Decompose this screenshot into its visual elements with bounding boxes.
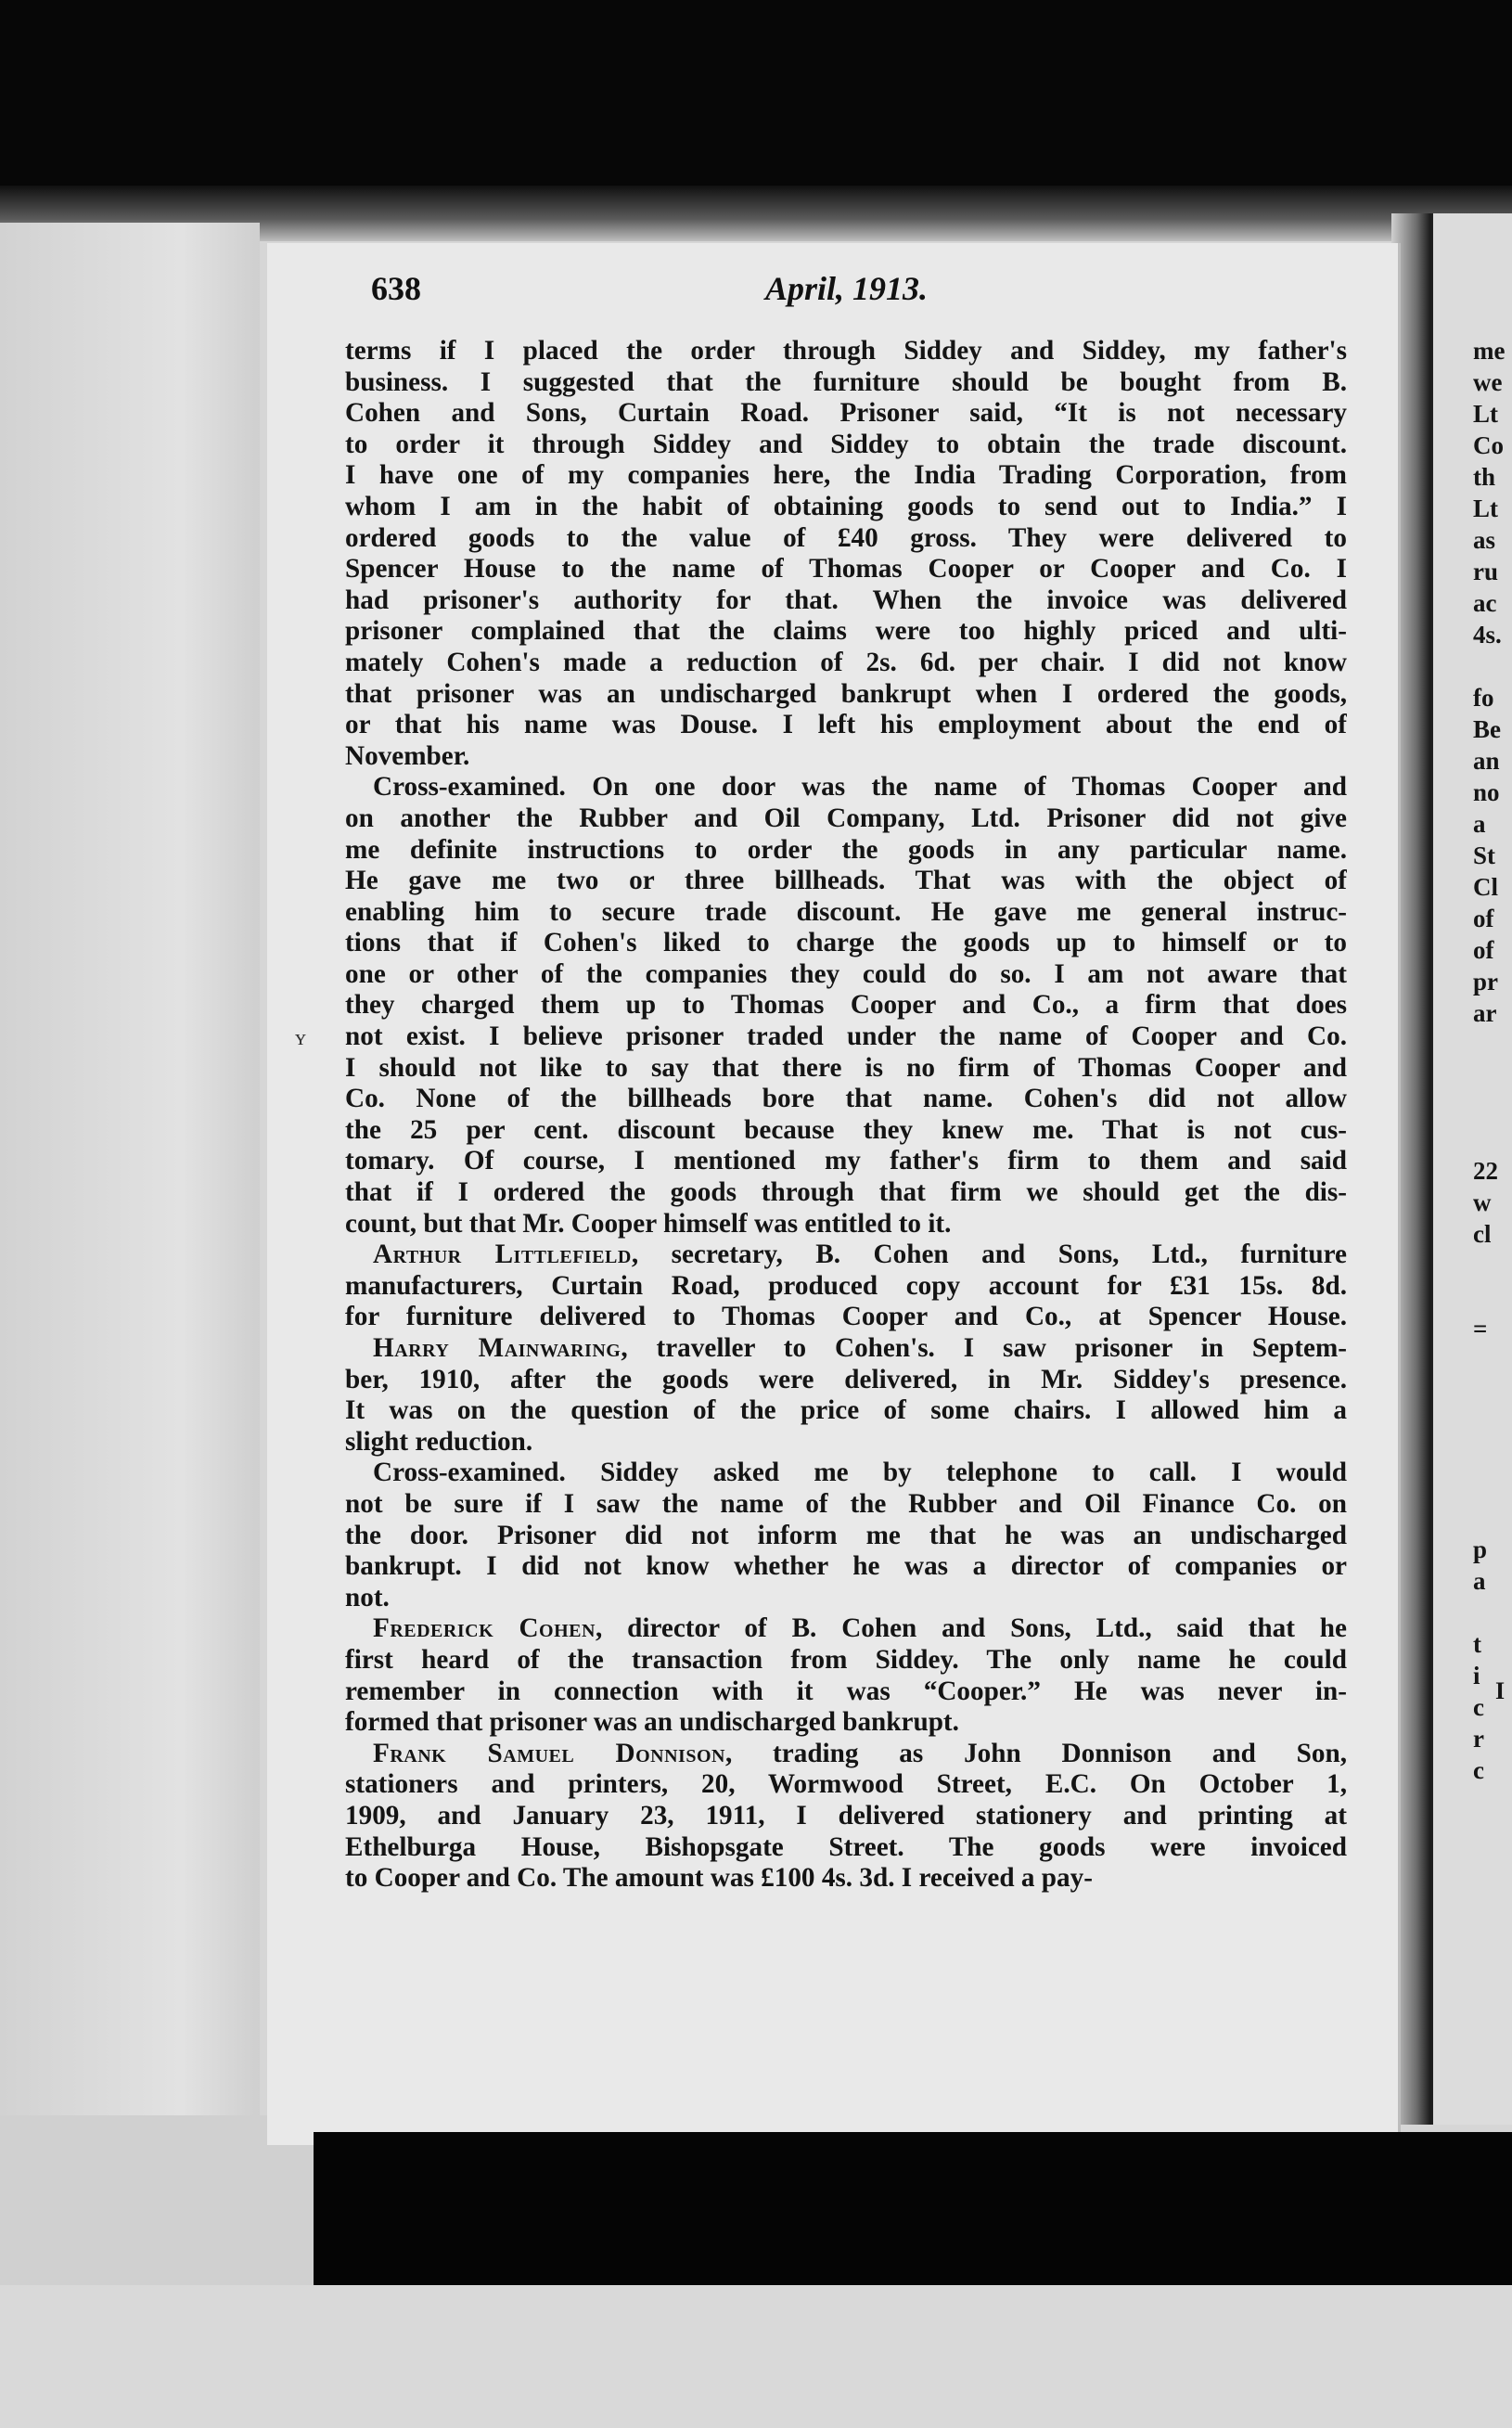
text-line: first heard of the transaction from Siddey. The only name he could (345, 1644, 1347, 1675)
text-line: Harry Mainwaring, traveller to Cohen's. I saw prisoner in Septem- (373, 1333, 1347, 1363)
text-line: to Cooper and Co. The amount was £100 4s. 3d. I received a pay- (345, 1863, 1093, 1894)
text-line: mately Cohen's made a reduction of 2s. 6d. per chair. I did not know (345, 647, 1347, 677)
facing-page-fragment: Lt (1473, 495, 1498, 522)
witness-name: Frederick Cohen (373, 1613, 596, 1644)
text-line: Frank Samuel Donnison, trading as John Donnison and Son, (373, 1738, 1347, 1768)
page-date-text: April, 1913. (765, 270, 929, 307)
facing-page-fragment: Co (1473, 431, 1504, 459)
facing-page-fragment: of (1473, 936, 1494, 964)
text-line: slight reduction. (345, 1426, 533, 1457)
text-line: me definite instructions to order the goods in any particular name. (345, 834, 1347, 865)
facing-page-fragment: = (1473, 1315, 1488, 1342)
text-line: Cross-examined. Siddey asked me by telephone to call. I would (373, 1458, 1347, 1488)
text-line: It was on the question of the price of some chairs. I allowed him a (345, 1395, 1347, 1426)
text-line: Spencer House to the name of Thomas Cooper or Cooper and Co. I (345, 554, 1347, 585)
text-line: count, but that Mr. Cooper himself was entitled to it. (345, 1208, 952, 1239)
text-line: had prisoner's authority for that. When the invoice was delivered (345, 585, 1347, 615)
text-line: or that his name was Douse. I left his employment about the end of (345, 710, 1347, 740)
text-line: to order it through Siddey and Siddey to obtain the trade discount. (345, 429, 1347, 459)
text-line: Cross-examined. On one door was the name of Thomas Cooper and (373, 772, 1347, 803)
witness-name: Frank Samuel Donnison (373, 1738, 725, 1768)
text-line: on another the Rubber and Oil Company, Ltd. Prisoner did not give (345, 803, 1347, 833)
facing-page-fragment: r (1473, 1725, 1484, 1753)
text-line: Arthur Littlefield, secretary, B. Cohen and Sons, Ltd., furniture (373, 1240, 1347, 1270)
text-line: bankrupt. I did not know whether he was a director of companies or (345, 1551, 1347, 1582)
text-line: Cohen and Sons, Curtain Road. Prisoner said, “It is not necessary (345, 398, 1347, 429)
facing-page-fragment: 22 (1473, 1157, 1498, 1185)
text-line: tomary. Of course, I mentioned my father's firm to them and said (345, 1146, 1347, 1176)
text-line: that prisoner was an undischarged bankrupt when I ordered the goods, (345, 678, 1347, 709)
facing-page-fragment: of (1473, 905, 1494, 932)
facing-page-fragment: Cl (1473, 873, 1498, 901)
text-line: not. (345, 1582, 390, 1612)
facing-page-fragment: a (1473, 810, 1486, 838)
facing-page-fragment: a (1473, 1567, 1486, 1595)
witness-name: Harry Mainwaring (373, 1333, 621, 1363)
text-line: I have one of my companies here, the India Trading Corporation, from (345, 460, 1347, 491)
facing-page-fragment: ru (1473, 558, 1498, 585)
text-line: manufacturers, Curtain Road, produced copy account for £31 15s. 8d. (345, 1270, 1347, 1301)
text-line: that if I ordered the goods through that firm we should get the dis- (345, 1177, 1347, 1208)
page-number: 638 (371, 270, 421, 307)
facing-page-fragment: Be (1473, 715, 1501, 743)
facing-page-fragment: th (1473, 463, 1496, 491)
text-line: whom I am in the habit of obtaining goods to send out to India.” I (345, 491, 1347, 521)
scan-left-margin (0, 223, 260, 2115)
facing-page-fragment: t (1473, 1630, 1481, 1658)
text-line: He gave me two or three billheads. That was with the object of (345, 866, 1347, 896)
text-line: Frederick Cohen, director of B. Cohen and Sons, Ltd., said that he (373, 1613, 1347, 1644)
facing-page-fragment: 4s. (1473, 621, 1502, 649)
facing-page-fragment: p (1473, 1535, 1488, 1563)
text-line: not be sure if I saw the name of the Rubber and Oil Finance Co. on (345, 1488, 1347, 1519)
text-line: ordered goods to the value of £40 gross. They were delivered to (345, 522, 1347, 553)
text-line: I should not like to say that there is no firm of Thomas Cooper and (345, 1052, 1347, 1083)
facing-page-fragment: c (1473, 1693, 1484, 1721)
text-line: formed that prisoner was an undischarged bankrupt. (345, 1707, 959, 1738)
text-line: enabling him to secure trade discount. He gave me general instruc- (345, 896, 1347, 927)
facing-page-fragment: i (1473, 1662, 1480, 1689)
facing-page-fragment: c (1473, 1756, 1484, 1784)
facing-page-fragment: I (1495, 1677, 1506, 1704)
text-line: Ethelburga House, Bishopsgate Street. The goods were invoiced (345, 1831, 1347, 1862)
text-line: Co. None of the billheads bore that name. Cohen's did not allow (345, 1084, 1347, 1114)
text-line: not exist. I believe prisoner traded under the name of Cooper and Co. (345, 1021, 1347, 1052)
text-line: terms if I placed the order through Siddey and Siddey, my father's (345, 336, 1347, 366)
text-line: they charged them up to Thomas Cooper and Co., a firm that does (345, 990, 1347, 1021)
text-line: ber, 1910, after the goods were delivered, in Mr. Siddey's presence. (345, 1364, 1347, 1394)
margin-pencil-mark: ʏ (295, 1026, 306, 1050)
text-line: 1909, and January 23, 1911, I delivered stationery and printing at (345, 1800, 1347, 1831)
text-line: stationers and printers, 20, Wormwood Street, E.C. On October 1, (345, 1769, 1347, 1800)
text-line: one or other of the companies they could do so. I am not aware that (345, 958, 1347, 989)
facing-page-fragment: ar (1473, 999, 1497, 1027)
facing-page-fragment: we (1473, 368, 1503, 396)
witness-name: Arthur Littlefield (373, 1240, 632, 1270)
facing-page-fragment: no (1473, 778, 1500, 806)
scan-bottom-strip (0, 2285, 1512, 2428)
facing-page-fragment: me (1473, 337, 1506, 365)
facing-page-fragment: cl (1473, 1220, 1492, 1248)
facing-page-fragment: fo (1473, 684, 1494, 712)
text-line: November. (345, 740, 470, 771)
page-header (371, 269, 1354, 315)
facing-page-fragment: Lt (1473, 400, 1498, 428)
facing-page-fragment: pr (1473, 968, 1498, 996)
text-line: tions that if Cohen's liked to charge the goods up to himself or to (345, 928, 1347, 958)
facing-page-fragment: as (1473, 526, 1496, 554)
facing-page-fragment: w (1473, 1188, 1492, 1216)
facing-page-fragment: an (1473, 747, 1500, 775)
facing-page-fragment: ac (1473, 589, 1497, 617)
text-line: the 25 per cent. discount because they knew me. That is not cus- (345, 1114, 1347, 1145)
page-date (765, 269, 928, 308)
document-body (345, 336, 1347, 1895)
text-line: for furniture delivered to Thomas Cooper and Co., at Spencer House. (345, 1302, 1347, 1332)
text-line: prisoner complained that the claims were too highly priced and ulti- (345, 616, 1347, 647)
scan-bottom-border (314, 2132, 1512, 2285)
facing-page-fragment: St (1473, 841, 1496, 869)
text-line: the door. Prisoner did not inform me that he was an undischarged (345, 1520, 1347, 1550)
text-line: business. I suggested that the furniture should be bought from B. (345, 366, 1347, 397)
text-line: remember in connection with it was “Cooper.” He was never in- (345, 1676, 1347, 1706)
scan-top-border (0, 0, 1512, 209)
